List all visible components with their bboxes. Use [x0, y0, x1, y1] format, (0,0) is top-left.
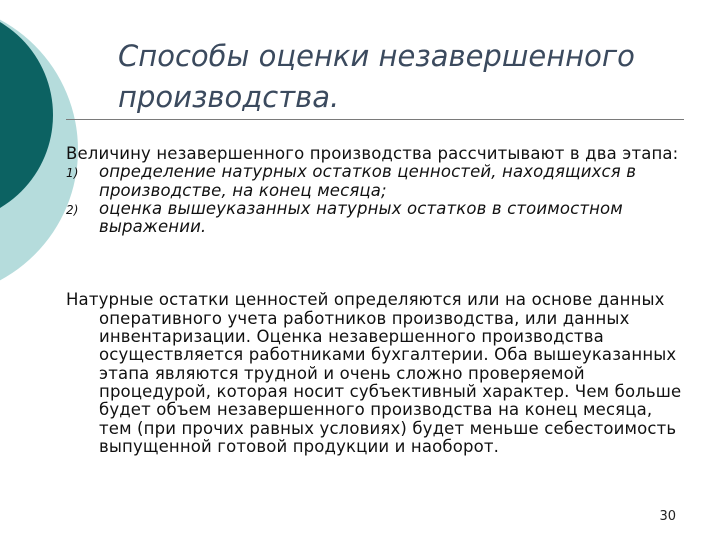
details-paragraph: Натурные остатки ценностей определяются или на основе данных оперативного учета работников производства, или данных инвентаризации. Оценка незавершенного производства осуществляется работниками бухгалтерии. Оба вышеуказанных этапа являются трудной и очень сложно проверяемой процедурой, которая носит субъективный характер. Чем больше будет объем незавершенного производства на конец месяца, тем (при прочих равных условиях) будет меньше себестоимость выпущенной готовой продукции и наоборот. [66, 290, 682, 456]
step-item-1 [66, 163, 686, 200]
page-number: 30 [659, 509, 676, 524]
intro-paragraph: Величину незавершенного производства рассчитывают в два этапа: [66, 144, 679, 163]
step-marker-1: 1) [66, 166, 79, 181]
step-text-1: определение натурных остатков ценностей, находящихся в производстве, на конец месяца; [99, 162, 637, 200]
step-item-2 [66, 200, 686, 237]
slide-body [66, 145, 686, 456]
step-text-2: оценка вышеуказанных натурных остатков в стоимостном выражении. [99, 198, 623, 237]
title-divider [66, 119, 684, 120]
step-marker-2: 2) [66, 202, 79, 217]
slide-title: Способы оценки незавершенного производства. [118, 39, 635, 114]
steps-list [66, 163, 686, 236]
